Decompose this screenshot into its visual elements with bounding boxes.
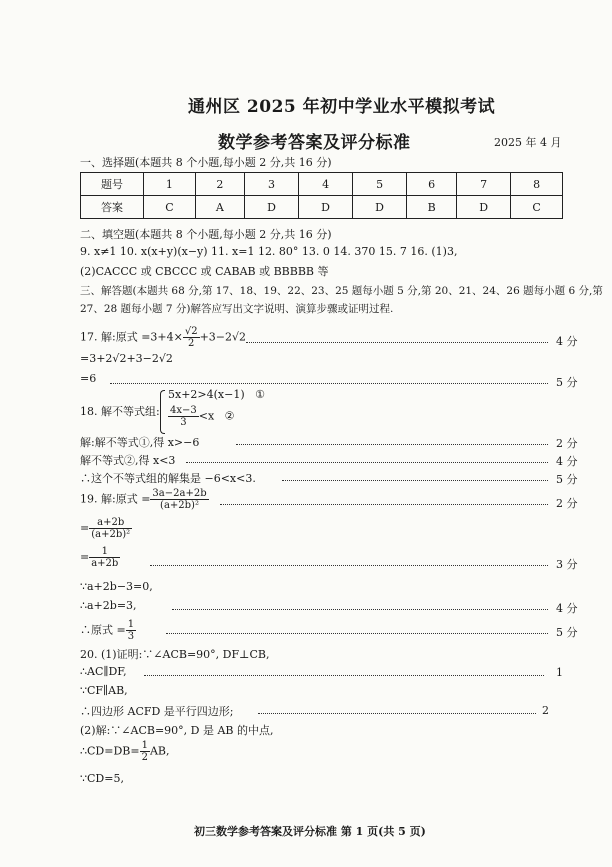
table-cell: 8 <box>511 173 563 196</box>
table-cell: C <box>511 196 563 219</box>
q19-label: 19. 解:原式 = <box>80 492 151 506</box>
q20-line7: ∵CD=5, <box>80 772 124 785</box>
score-mark: 2 分 <box>556 497 578 510</box>
dot-leader <box>236 444 548 445</box>
equals-sign: = <box>80 521 90 535</box>
table-row <box>81 173 563 196</box>
q18-ineq2-fraction <box>168 405 199 428</box>
section-heading-solve-cont: 27、28 题每小题 7 分)解答应写出文字说明、演算步骤或证明过程. <box>80 303 394 315</box>
q19-fraction-1 <box>150 488 208 511</box>
q19-res-num: 1 <box>127 619 135 630</box>
row-label-number: 题号 <box>81 173 144 196</box>
q17-rest: +3−2√2 <box>199 330 247 344</box>
q19-cond1: ∵a+2b−3=0, <box>80 580 153 593</box>
dot-leader <box>150 565 548 566</box>
q19-fraction-2 <box>89 517 132 540</box>
date: 2025 年 4 月 <box>494 136 562 149</box>
q20-line2: ∴AC∥DF, <box>80 665 127 678</box>
q20-half-den: 2 <box>141 752 148 763</box>
score-mark: 2 分 <box>556 437 578 450</box>
table-cell: 2 <box>195 173 244 196</box>
answer-table <box>80 172 563 219</box>
dot-leader <box>220 504 548 505</box>
q19-cond2: ∴a+2b=3, <box>80 599 137 612</box>
q19-result <box>80 619 136 642</box>
table-cell: D <box>353 196 407 219</box>
q19-res-label: ∴原式 = <box>80 623 126 637</box>
dot-leader <box>172 609 548 610</box>
table-cell: A <box>195 196 244 219</box>
q17-fraction <box>183 326 200 349</box>
table-cell: D <box>245 196 299 219</box>
q18-ineq2-den: 3 <box>180 417 187 428</box>
dot-leader <box>258 713 536 714</box>
dot-leader <box>166 633 548 634</box>
score-mark: 4 分 <box>556 455 578 468</box>
q20-line6-a: ∴CD=DB= <box>80 744 140 758</box>
row-label-answer: 答案 <box>81 196 144 219</box>
q19-res-den: 3 <box>127 631 135 642</box>
table-cell: 4 <box>299 173 353 196</box>
q17-label: 17. 解:原式 =3+4× <box>80 330 183 344</box>
score-mark: 1 <box>556 666 563 679</box>
table-cell: 7 <box>457 173 511 196</box>
q20-line6-b: AB, <box>149 744 170 758</box>
q19-f3-den: a+2b <box>91 558 119 569</box>
table-row <box>81 196 563 219</box>
score-mark: 5 分 <box>556 626 578 639</box>
section-heading-choice: 一、选择题(本题共 8 个小题,每小题 2 分,共 16 分) <box>80 156 332 169</box>
fill-answers-line1: 9. x≠1 10. x(x+y)(x−y) 11. x=1 12. 80° 13. 0 14. 370 15. 7 16. (1)3, <box>80 245 458 258</box>
score-mark: 4 分 <box>556 602 578 615</box>
page-title: 通州区 2025 年初中学业水平模拟考试 <box>188 97 496 117</box>
q18-step1: 解:解不等式①,得 x>−6 <box>80 436 200 449</box>
q20-line1: 20. (1)证明:∵∠ACB=90°, DF⊥CB, <box>80 648 270 661</box>
section-heading-fill: 二、填空题(本题共 8 个小题,每小题 2 分,共 16 分) <box>80 228 332 241</box>
system-brace <box>160 390 165 434</box>
q17-step3: =6 <box>80 372 97 385</box>
q19-fraction-3 <box>89 546 120 569</box>
q17-expression <box>80 326 246 349</box>
q18-ineq1-tag: ① <box>255 388 266 401</box>
q20-line4: ∴四边形 ACFD 是平行四边形; <box>80 705 234 718</box>
fill-answers-line2: (2)CACCC 或 CBCCC 或 CABAB 或 BBBBB 等 <box>80 265 329 278</box>
q20-half-num: 1 <box>141 740 148 751</box>
dot-leader <box>144 675 544 676</box>
q18-ineq2-rest: <x <box>198 409 215 423</box>
dot-leader <box>282 480 548 481</box>
table-cell: D <box>299 196 353 219</box>
q19-second <box>80 517 132 540</box>
score-mark: 4 分 <box>556 335 578 348</box>
score-mark: 5 分 <box>556 473 578 486</box>
q19-f1-den: (a+2b)² <box>160 500 199 511</box>
table-cell: B <box>407 196 457 219</box>
q18-ineq1 <box>168 388 265 401</box>
score-mark: 3 分 <box>556 558 578 571</box>
q18-ineq2 <box>168 405 235 428</box>
dot-leader <box>246 342 548 343</box>
q20-line3: ∵CF∥AB, <box>80 684 128 697</box>
q19-f2-num: a+2b <box>89 517 132 529</box>
page-subtitle: 数学参考答案及评分标准 <box>218 133 411 153</box>
table-cell: 6 <box>407 173 457 196</box>
q18-ineq1-expr: 5x+2>4(x−1) <box>168 388 245 401</box>
q19-f1-num: 3a−2a+2b <box>152 488 207 499</box>
q18-step2: 解不等式②,得 x<3 <box>80 454 176 467</box>
q18-label: 18. 解不等式组: <box>80 405 160 418</box>
table-cell: 1 <box>144 173 196 196</box>
dot-leader <box>110 383 548 384</box>
page-footer: 初三数学参考答案及评分标准 第 1 页(共 5 页) <box>194 825 426 838</box>
q20-half-fraction <box>140 740 150 763</box>
dot-leader <box>186 462 548 463</box>
section-heading-solve: 三、解答题(本题共 68 分,第 17、18、19、22、23、25 题每小题 5 分,第 20、21、24、26 题每小题 6 分,第 <box>80 285 603 297</box>
q18-ineq2-tag: ② <box>224 409 235 423</box>
table-cell: 5 <box>353 173 407 196</box>
q19-f2-den: (a+2b)² <box>91 529 131 540</box>
q20-line6 <box>80 740 169 763</box>
q17-step2: =3+2√2+3−2√2 <box>80 352 173 365</box>
table-cell: D <box>457 196 511 219</box>
q19-f3-num: 1 <box>89 546 120 558</box>
equals-sign: = <box>80 550 90 564</box>
q20-line5: (2)解:∵∠ACB=90°, D 是 AB 的中点, <box>80 724 274 737</box>
q18-ineq2-num: 4x−3 <box>170 405 197 416</box>
q19-res-fraction <box>126 619 136 642</box>
q19-third <box>80 546 120 569</box>
table-cell: C <box>144 196 196 219</box>
score-mark: 2 <box>542 704 549 717</box>
q17-frac-num: √2 <box>184 326 198 337</box>
q17-frac-den: 2 <box>188 338 195 349</box>
q19-first <box>80 488 209 511</box>
table-cell: 3 <box>245 173 299 196</box>
q18-step3: ∴这个不等式组的解集是 −6<x<3. <box>80 472 256 485</box>
score-mark: 5 分 <box>556 376 578 389</box>
